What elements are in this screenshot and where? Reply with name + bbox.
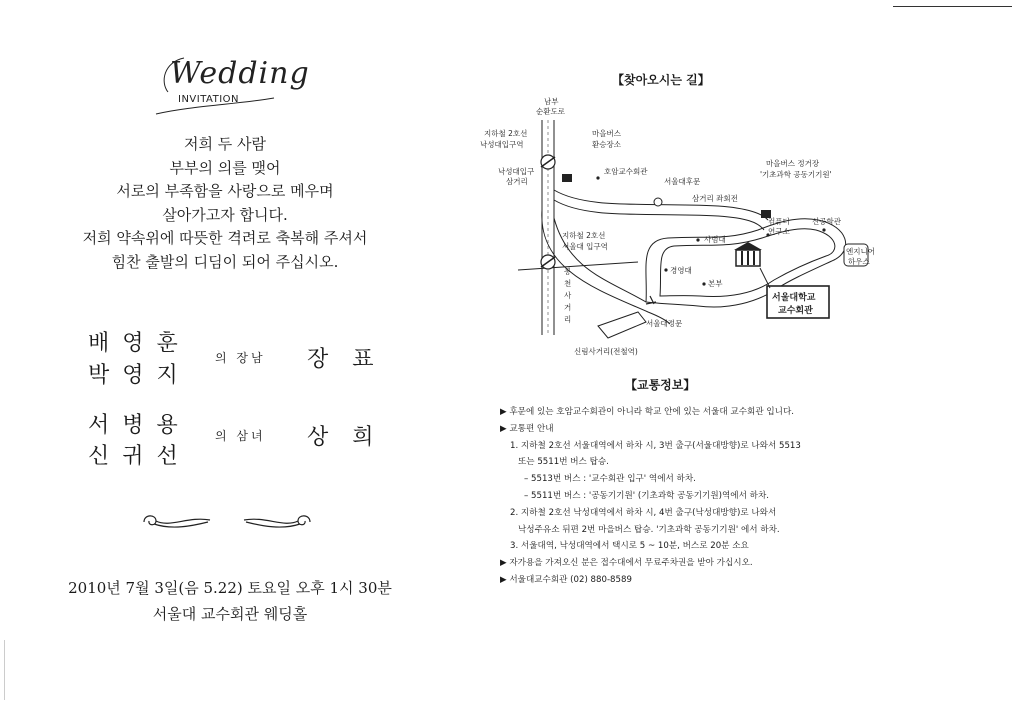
ornament-left-icon: [140, 510, 214, 532]
info-line: ▶ 후문에 있는 호암교수회관이 아니라 학교 안에 있는 서울대 교수회관 입니다.: [500, 407, 795, 417]
map-title: 【찾아오시는 길】: [612, 73, 710, 87]
label-station1-b: 낙성대입구역: [480, 140, 524, 149]
label-engineer-a: 엔지니어: [846, 247, 875, 256]
subway-station-2-icon: [541, 255, 555, 269]
svg-text:리: 리: [564, 315, 572, 324]
label-target-b: 교수회관: [778, 306, 813, 316]
bride-mother-name: 신귀선: [88, 444, 191, 469]
label-new-eng: 신공학관: [812, 217, 841, 226]
logo-wordmark: Wedding: [170, 56, 310, 91]
label-nakseong-a: 낙성대입구: [498, 167, 535, 176]
scan-edge-mark: [4, 640, 5, 700]
intersection-marker-icon: [654, 198, 662, 206]
label-station1-a: 지하철 2호선: [484, 129, 528, 138]
wedding-date: 2010년 7월 3일(음 5.22) 토요일 오후 1시 30분: [68, 579, 392, 597]
location-map: [478, 90, 878, 365]
top-edge-line: [893, 6, 1012, 7]
family-names: [88, 322, 418, 472]
info-line: 또는 5511번 버스 탑승.: [518, 457, 609, 468]
label-bus-stop-b: '기초과학 공동기기원': [760, 170, 832, 179]
entrance-arrow-icon: [646, 296, 656, 304]
info-line: 2. 지하철 2호선 낙성대역에서 하차 시, 4번 출구(낙성대방향)로 나와서: [510, 507, 777, 518]
logo-subtitle: INVITATION: [178, 94, 240, 105]
label-back-gate: 서울대후문: [664, 177, 701, 186]
label-sillim: 신림사거리(전철역): [574, 347, 638, 356]
svg-text:사: 사: [564, 291, 572, 300]
ornament-right-icon: [240, 510, 314, 532]
wedding-venue: 서울대 교수회관 웨딩홀: [152, 605, 308, 623]
label-intersection: 삼거리 좌회전: [692, 194, 738, 203]
map-road-vertical: [542, 120, 554, 335]
label-station2-a: 지하철 2호선: [562, 231, 606, 240]
info-line: ▶ 서울대교수회관 (02) 880-8589: [500, 574, 632, 585]
label-bonbu: 본부: [708, 279, 723, 288]
label-road-top1: 남부: [544, 97, 559, 106]
map-poi-dots: [596, 176, 825, 285]
info-line: 1. 지하철 2호선 서울대역에서 하차 시, 3번 출구(서울대방향)로 나와서 5513: [510, 440, 801, 451]
map-roads: [518, 190, 768, 338]
bride-name: 상희: [307, 425, 398, 450]
label-station2-b: 서울대 입구역: [562, 242, 608, 251]
transit-info: [500, 404, 870, 589]
label-nakseong-b: 삼거리: [506, 177, 528, 186]
label-road-top2: 순환도로: [536, 107, 565, 116]
info-line: – 5513번 버스 : '교수회관 입구' 역에서 하차.: [524, 474, 696, 485]
label-hoam: 호암교수회관: [604, 167, 648, 176]
label-main-gate: 서울대정문: [646, 319, 683, 328]
greeting-line: 부부의 의를 맺어: [169, 158, 281, 177]
bride-father-name: 서병용: [88, 413, 191, 438]
info-line: 낙성주유소 뒤편 2번 마을버스 탑승. '기초과학 공동기기원' 에서 하차.: [518, 524, 780, 535]
faculty-club-building-icon: [734, 242, 762, 266]
info-line: 3. 서울대역, 낙성대역에서 택시로 5 ~ 10분, 버스로 20분 소요: [510, 541, 749, 552]
greeting-line: 살아가고자 합니다.: [162, 205, 288, 224]
greeting-line: 저희 두 사람: [184, 135, 266, 153]
info-line: ▶ 교통편 안내: [500, 423, 554, 434]
label-bongcheon-vertical: [564, 266, 572, 324]
label-bus-stop-a: 마을버스 정거장: [766, 159, 820, 168]
groom-name: 장표: [307, 347, 398, 372]
groom-father-name: 배영훈: [88, 331, 191, 356]
wedding-logo: [150, 52, 310, 118]
groom-mother-name: 박영지: [88, 363, 191, 388]
svg-text:천: 천: [564, 279, 572, 288]
subway-station-1-icon: [541, 155, 555, 169]
greeting-line: 저희 약속위에 따뜻한 격려로 축복해 주셔서: [82, 229, 368, 247]
transit-title: 【교통정보】: [625, 378, 696, 392]
label-target-a: 서울대학교: [772, 293, 816, 303]
label-computer-a: 컴퓨터: [768, 217, 790, 226]
groom-relation: 의 장남: [215, 351, 266, 365]
label-engineer-b: 하우스: [848, 257, 870, 266]
bride-relation: 의 삼녀: [215, 429, 266, 443]
greeting-line: 서로의 부족함을 사랑으로 메우며: [116, 182, 334, 200]
label-sibeomdae: 사범대: [704, 235, 726, 244]
info-line: – 5511번 버스 : '공동기기원' (기초과학 공동기기원)역에서 하차.: [524, 490, 769, 501]
greeting-line: 힘찬 출발의 디딤이 되어 주십시오.: [111, 252, 339, 271]
info-line: ▶ 자가용을 가져오신 분은 접수대에서 무료주차권을 받아 가십시오.: [500, 558, 753, 569]
svg-text:봉: 봉: [564, 267, 572, 276]
label-computer-b: 연구소: [768, 227, 790, 236]
label-bus-transfer-a: 마을버스: [592, 129, 621, 138]
greeting-message: [40, 133, 410, 274]
label-gyeongyeong: 경영대: [670, 266, 692, 275]
bus-icon: [562, 174, 572, 182]
svg-text:거: 거: [564, 303, 572, 312]
label-bus-transfer-b: 환승장소: [592, 140, 621, 149]
